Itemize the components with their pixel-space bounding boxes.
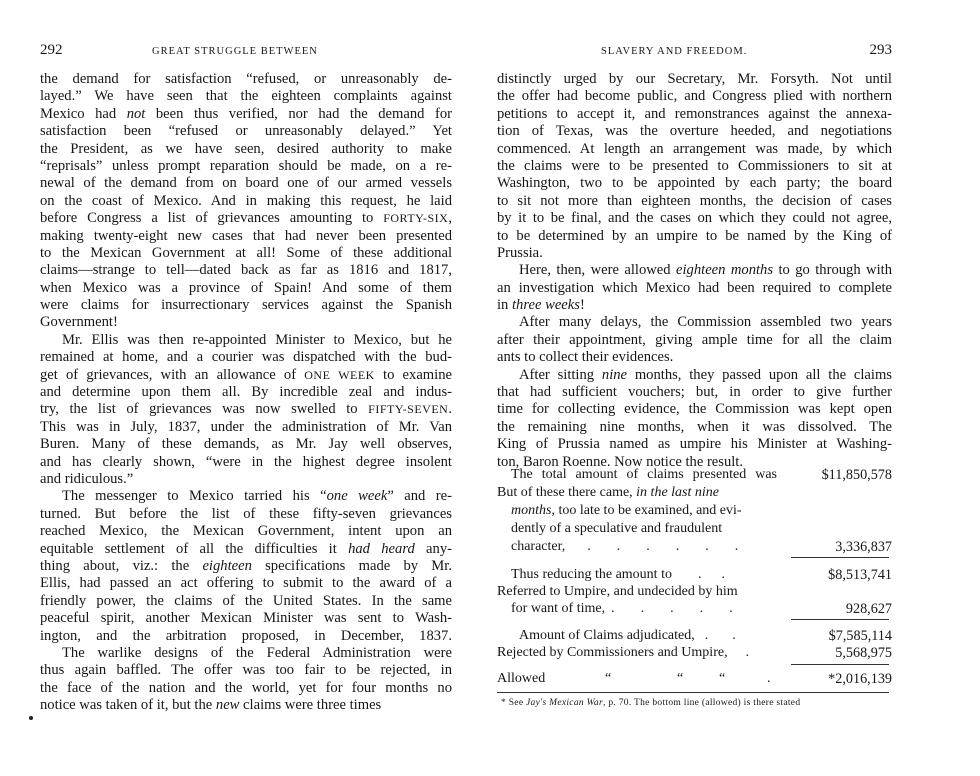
left-running-title: GREAT STRUGGLE BETWEEN <box>152 46 318 57</box>
table-row-umpire-1 <box>497 583 892 601</box>
text-line: “reprisals” unless prompt reparation should be made, on a re- <box>40 157 452 174</box>
text-line: when Mexico was a province of Spain! And some of them <box>40 279 452 296</box>
umpire-value: 928,627 <box>845 601 892 617</box>
right-body-text <box>497 71 892 471</box>
allowed-label: Allowed <box>497 671 546 686</box>
late-claims-line-4: character, ...... <box>511 539 765 554</box>
allowed-leader-dot: . <box>767 671 771 686</box>
table-row-late-2 <box>497 502 892 520</box>
text-line: distinctly urged by our Secretary, Mr. Forsyth. Not until <box>497 71 892 87</box>
text-line: This was in July, 1837, under the administration of Mr. Van <box>40 418 452 435</box>
text-line: newal of the demand from on board one of our armed vessels <box>40 175 452 192</box>
text-line: making twenty-eight new cases that had never been presented <box>40 227 452 244</box>
text-line: The messenger to Mexico tarried his “one week” and re- <box>62 488 452 505</box>
right-page <box>497 0 892 776</box>
text-line: ants to collect their evidences. <box>497 349 674 366</box>
text-line: commenced. At length an arrangement was made, by which <box>497 140 892 157</box>
late-claims-value: 3,336,837 <box>835 539 892 555</box>
text-line: on the coast of Mexico. And in making this request, he laid <box>40 192 452 209</box>
reducing-label: Thus reducing the amount to .. <box>511 567 745 582</box>
allowed-value: *2,016,139 <box>828 671 892 687</box>
text-line: After many delays, the Commission assembled two years <box>519 314 892 331</box>
text-line: Here, then, were allowed eighteen months to go through with <box>519 262 892 279</box>
table-row-allowed <box>497 670 892 688</box>
margin-speck <box>29 716 33 720</box>
text-line: Prussia. <box>497 244 543 261</box>
text-line: After sitting nine months, they passed upon all the claims <box>519 366 892 383</box>
text-line: ton, Baron Roenne. Now notice the result. <box>497 453 744 470</box>
right-running-title: SLAVERY AND FREEDOM. <box>601 46 748 57</box>
table-row-adjudicated <box>497 627 892 645</box>
text-line: the claims were to be presented to Commissioners to sit at <box>497 157 892 174</box>
footnote: * See Jay's Mexican War, p. 70. The bottom line (allowed) is there stated <box>501 698 801 708</box>
text-line: time for collecting evidence, the Commission was kept open <box>497 401 892 418</box>
umpire-label-2: for want of time, ..... <box>511 601 759 616</box>
text-line: Mexico had not been thus verified, nor had the demand for <box>40 105 452 122</box>
text-line: ington, and the arbitration proposed, in December, 1837. <box>40 627 452 644</box>
text-line: were claims for insurrectionary services against the Spanish <box>40 297 452 314</box>
footnote-rule <box>497 692 889 693</box>
text-line: Washington, two to be appointed by each party; the board <box>497 175 892 192</box>
adjudicated-value: $7,585,114 <box>828 628 892 644</box>
text-line: notice was taken of it, but the new claims were three times <box>40 697 382 714</box>
sum-rule-3 <box>791 664 889 665</box>
table-row-reducing <box>497 566 892 584</box>
text-line: the offer had become public, and Congress plied with northern <box>497 88 892 105</box>
late-claims-line-3: dently of a speculative and fraudulent <box>511 521 723 536</box>
text-line: try, the list of grievances was now swelled to FIFTY-SEVEN. <box>40 401 452 418</box>
text-line: petitions to accept it, and remonstrances against the annexa- <box>497 105 892 122</box>
text-line: peaceful spirit, another Mexican Minister was sent to Wash- <box>40 610 452 627</box>
text-line: King of Prussia named as umpire his Minister at Washing- <box>497 436 892 453</box>
text-line: thus again baffled. The offer was too fair to be rejected, in <box>40 662 452 679</box>
text-line: thing about, viz.: the eighteen specifications made by Mr. <box>40 557 452 574</box>
text-line: before Congress a list of grievances amounting to FORTY-SIX, <box>40 210 452 227</box>
text-line: friendly power, the claims of the United States. In the same <box>40 592 452 609</box>
text-line: turned. But before the list of these fifty-seven grievances <box>40 505 452 522</box>
text-line: Mr. Ellis was then re-appointed Minister to Mexico, but he <box>62 331 452 348</box>
table-row-umpire-2 <box>497 600 892 618</box>
total-claims-value: $11,850,578 <box>821 467 892 483</box>
text-line: in three weeks! <box>497 297 585 314</box>
right-running-head <box>497 42 892 65</box>
rejected-value: 5,568,975 <box>835 645 892 661</box>
text-line: The warlike designs of the Federal Administration were <box>62 644 452 661</box>
text-line: to sit not more than eighteen months, the decision of cases <box>497 192 892 209</box>
text-line: to the Mexican Government at all! Some of these additional <box>40 244 452 261</box>
text-line: claims—strange to tell—dated back as far as 1816 and 1817, <box>40 262 452 279</box>
table-row-rejected <box>497 644 892 662</box>
table-row-late-4 <box>497 538 892 556</box>
text-line: the remaining nine months, when it was dissolved. The <box>497 418 892 435</box>
text-line: equitable settlement of all the difficulties it had heard any- <box>40 540 452 557</box>
late-claims-line-1: But of these there came, in the last nine <box>497 485 719 500</box>
text-line: reached Mexico, the Mexican Government, intent upon an <box>40 523 452 540</box>
text-line: satisfaction been “refused or unreasonably delayed.” Yet <box>40 123 452 140</box>
left-body-text <box>40 71 452 714</box>
adjudicated-label: Amount of Claims adjudicated, .. <box>519 628 760 643</box>
text-line: to be determined by an umpire to be named by the King of <box>497 227 892 244</box>
text-line: Buren. Many of these demands, as Mr. Jay well observes, <box>40 436 452 453</box>
text-line: layed.” We have seen that the eighteen complaints against <box>40 88 452 105</box>
text-line: remained at home, and a courier was dispatched with the bud- <box>40 349 452 366</box>
text-line: after their appointment, giving ample time for all the claim <box>497 331 892 348</box>
text-line: the demand for satisfaction “refused, or unreasonably de- <box>40 71 452 87</box>
umpire-label-1: Referred to Umpire, and undecided by him <box>497 584 738 599</box>
total-claims-label: The total amount of claims presented was <box>511 467 777 482</box>
sum-rule-2 <box>791 619 889 620</box>
right-page-number: 293 <box>869 42 892 58</box>
table-row-total <box>497 466 892 484</box>
text-line: and ridiculous.” <box>40 470 134 487</box>
text-line: the face of the nation and the world, yet for four months no <box>40 679 452 696</box>
ditto-mark-1: “ <box>605 671 612 686</box>
ditto-mark-3: “ <box>719 671 726 686</box>
rejected-label: Rejected by Commissioners and Umpire, . <box>497 645 750 660</box>
sum-rule-1 <box>791 557 889 558</box>
left-running-head <box>40 42 452 65</box>
text-line: and has clearly shown, “were in the highest degree insolent <box>40 453 452 470</box>
left-page-number: 292 <box>40 42 63 58</box>
table-row-late-3 <box>497 520 892 538</box>
text-line: by it to be final, and the cases on which they could not agree, <box>497 210 892 227</box>
reducing-value: $8,513,741 <box>828 567 892 583</box>
text-line: get of grievances, with an allowance of ONE WEEK to examine <box>40 366 452 383</box>
text-line: Government! <box>40 314 118 331</box>
text-line: an investigation which Mexico had been required to complete <box>497 279 892 296</box>
text-line: and determine upon them all. By incredible zeal and indus- <box>40 384 452 401</box>
table-row-late-1 <box>497 484 892 502</box>
left-page <box>40 0 452 776</box>
text-line: that had sufficient vouchers; but, in order to give further <box>497 384 892 401</box>
text-line: the President, as we have seen, desired authority to make <box>40 140 452 157</box>
text-line: Ellis, had passed an act offering to submit to the award of a <box>40 575 452 592</box>
text-line: tion of Texas, was the overture heeded, and negotiations <box>497 123 892 140</box>
late-claims-line-2: months, too late to be examined, and evi- <box>511 503 742 518</box>
ditto-mark-2: “ <box>677 671 684 686</box>
